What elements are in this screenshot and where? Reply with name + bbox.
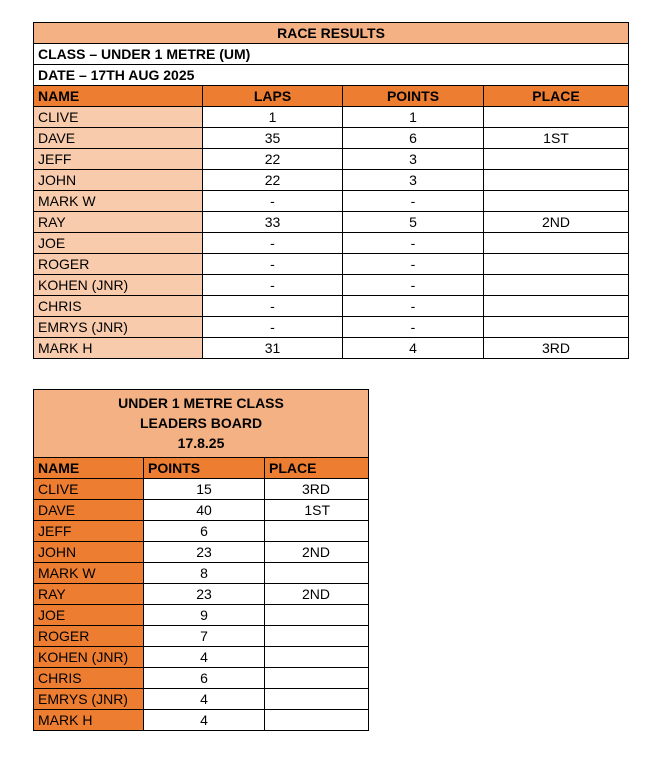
lb-name-cell: JOHN [34,542,144,563]
lb-header-place: PLACE [265,458,369,479]
race-place-cell [484,275,629,296]
lb-points-cell: 6 [144,521,265,542]
race-points-cell: - [343,254,484,275]
race-results-table [33,22,629,359]
lb-name-cell: MARK H [34,710,144,731]
table-row [34,296,629,317]
race-name-cell: KOHEN (JNR) [34,275,203,296]
race-place-cell: 2ND [484,212,629,233]
race-laps-cell: - [203,296,343,317]
race-name-cell: JOHN [34,170,203,191]
race-points-cell: - [343,296,484,317]
lb-place-cell [265,647,369,668]
lb-points-cell: 9 [144,605,265,626]
table-row [34,107,629,128]
table-row [34,212,629,233]
lb-points-cell: 4 [144,647,265,668]
table-row [34,254,629,275]
header-place: PLACE [484,86,629,107]
race-place-cell [484,170,629,191]
lb-place-cell [265,689,369,710]
race-name-cell: CHRIS [34,296,203,317]
lb-place-cell: 2ND [265,542,369,563]
table-row [34,479,369,500]
table-row [34,668,369,689]
table-row [34,710,369,731]
table-row [34,521,369,542]
race-points-cell: - [343,317,484,338]
race-laps-cell: - [203,191,343,212]
lb-place-cell [265,668,369,689]
lb-place-cell [265,710,369,731]
race-place-cell [484,296,629,317]
race-date-line: DATE – 17TH AUG 2025 [34,65,629,86]
lb-points-cell: 23 [144,584,265,605]
race-laps-cell: 35 [203,128,343,149]
race-name-cell: MARK W [34,191,203,212]
table-row [34,500,369,521]
lb-name-cell: KOHEN (JNR) [34,647,144,668]
race-laps-cell: 31 [203,338,343,359]
lb-points-cell: 40 [144,500,265,521]
lb-name-cell: CHRIS [34,668,144,689]
table-row [34,647,369,668]
race-points-cell: 3 [343,170,484,191]
lb-points-cell: 15 [144,479,265,500]
lb-name-cell: JEFF [34,521,144,542]
lb-place-cell: 3RD [265,479,369,500]
race-place-cell [484,254,629,275]
race-name-cell: CLIVE [34,107,203,128]
lb-name-cell: DAVE [34,500,144,521]
race-points-cell: 1 [343,107,484,128]
race-place-cell [484,233,629,254]
race-points-cell: 6 [343,128,484,149]
lb-place-cell: 1ST [265,500,369,521]
race-laps-cell: - [203,233,343,254]
race-laps-cell: 22 [203,149,343,170]
race-points-cell: - [343,233,484,254]
leaders-board-title [34,390,369,458]
race-points-cell: - [343,191,484,212]
lb-place-cell [265,521,369,542]
race-points-cell: 5 [343,212,484,233]
table-row [34,605,369,626]
lb-points-cell: 6 [144,668,265,689]
lb-name-cell: JOE [34,605,144,626]
race-laps-cell: 1 [203,107,343,128]
table-row [34,317,629,338]
lb-header-points: POINTS [144,458,265,479]
leaders-board-table [33,389,369,731]
table-row [34,275,629,296]
lb-place-cell [265,605,369,626]
table-row [34,584,369,605]
race-place-cell [484,107,629,128]
race-name-cell: MARK H [34,338,203,359]
lb-name-cell: ROGER [34,626,144,647]
header-name: NAME [34,86,203,107]
race-name-cell: JOE [34,233,203,254]
race-laps-cell: - [203,317,343,338]
race-name-cell: JEFF [34,149,203,170]
table-row [34,233,629,254]
leaders-rows [34,479,369,731]
race-points-cell: - [343,275,484,296]
race-laps-cell: - [203,275,343,296]
race-rows [34,107,629,359]
race-name-cell: ROGER [34,254,203,275]
race-place-cell: 3RD [484,338,629,359]
race-points-cell: 3 [343,149,484,170]
table-row [34,338,629,359]
leaders-title-date: 17.8.25 [177,435,225,451]
table-row [34,191,629,212]
lb-points-cell: 4 [144,710,265,731]
table-row [34,542,369,563]
table-row [34,689,369,710]
lb-name-cell: RAY [34,584,144,605]
lb-place-cell [265,563,369,584]
lb-name-cell: CLIVE [34,479,144,500]
table-row [34,128,629,149]
table-row [34,149,629,170]
lb-place-cell: 2ND [265,584,369,605]
lb-points-cell: 8 [144,563,265,584]
lb-points-cell: 4 [144,689,265,710]
leaders-title-class: UNDER 1 METRE CLASS [118,395,284,411]
table-row [34,563,369,584]
header-points: POINTS [343,86,484,107]
race-name-cell: EMRYS (JNR) [34,317,203,338]
race-laps-cell: 22 [203,170,343,191]
race-place-cell [484,191,629,212]
lb-points-cell: 7 [144,626,265,647]
leaders-header-row [34,458,369,479]
race-name-cell: RAY [34,212,203,233]
lb-name-cell: MARK W [34,563,144,584]
lb-name-cell: EMRYS (JNR) [34,689,144,710]
lb-header-name: NAME [34,458,144,479]
table-row [34,626,369,647]
race-class-line: CLASS – UNDER 1 METRE (UM) [34,44,629,65]
race-name-cell: DAVE [34,128,203,149]
race-place-cell: 1ST [484,128,629,149]
race-laps-cell: - [203,254,343,275]
leaders-title-board: LEADERS BOARD [139,415,263,431]
race-results-title: RACE RESULTS [34,23,629,44]
race-laps-cell: 33 [203,212,343,233]
table-row [34,170,629,191]
race-place-cell [484,317,629,338]
header-laps: LAPS [203,86,343,107]
race-place-cell [484,149,629,170]
lb-points-cell: 23 [144,542,265,563]
lb-place-cell [265,626,369,647]
race-points-cell: 4 [343,338,484,359]
race-header-row [34,86,629,107]
